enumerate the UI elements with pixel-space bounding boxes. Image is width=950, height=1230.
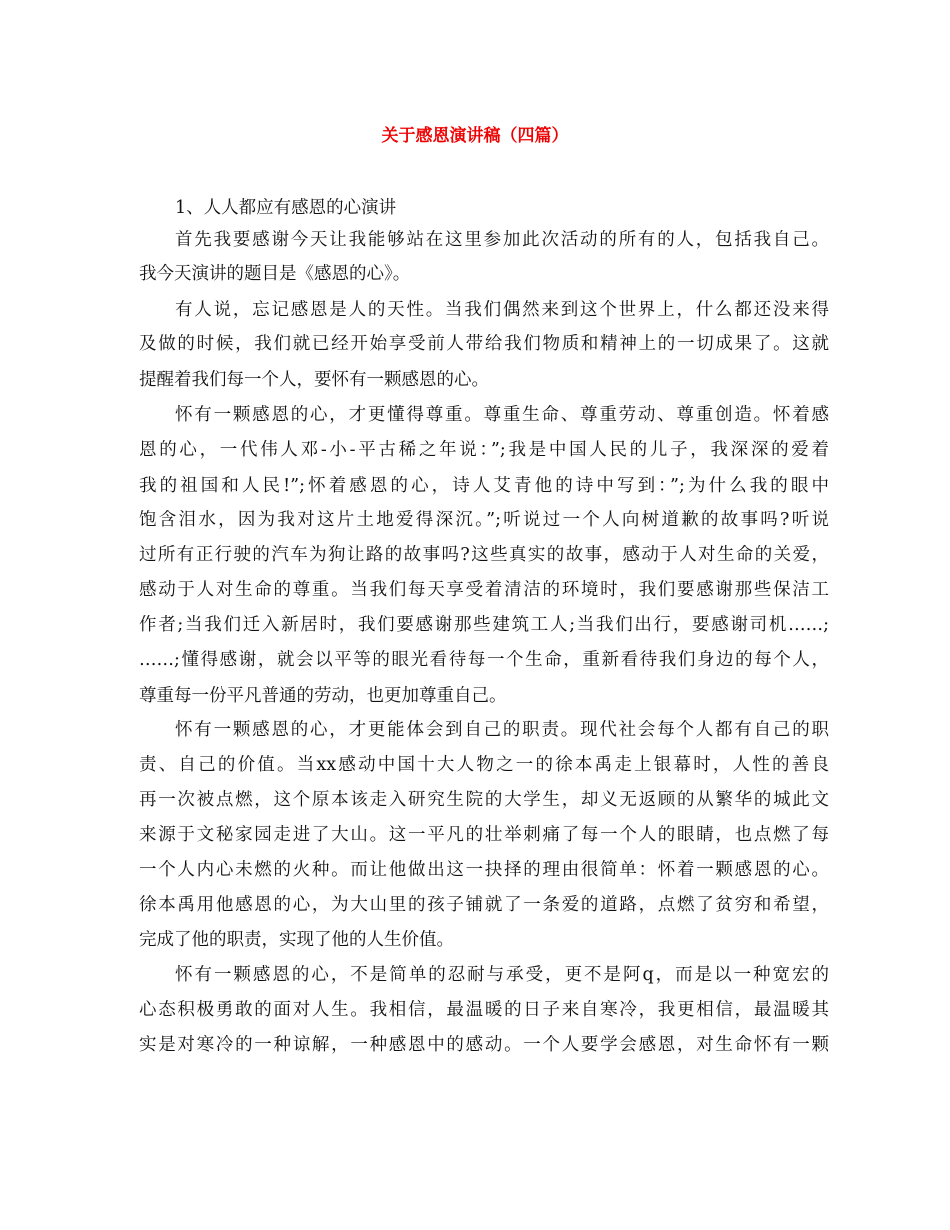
paragraph-line: 首先我要感谢今天让我能够站在这里参加此次活动的所有的人，包括我自己。 bbox=[175, 230, 829, 250]
section-heading: 1、人人都应有感恩的心演讲 bbox=[175, 198, 397, 218]
paragraph-line: 过所有正行驶的汽车为狗让路的故事吗?这些真实的故事，感动于人对生命的关爱， bbox=[139, 545, 829, 565]
paragraph-line: 饱含泪水，因为我对这片土地爱得深沉。”;听说过一个人向树道歉的故事吗?听说 bbox=[139, 510, 829, 530]
paragraph-line: 再一次被点燃，这个原本该走入研究生院的大学生，却义无返顾的从繁华的城此文 bbox=[139, 790, 829, 810]
paragraph-line: 作者;当我们迁入新居时，我们要感谢那些建筑工人;当我们出行，要感谢司机……; bbox=[139, 615, 829, 635]
paragraph-line: 感动于人对生命的尊重。当我们每天享受着清洁的环境时，我们要感谢那些保洁工 bbox=[139, 580, 829, 600]
paragraph-line: 完成了他的职责，实现了他的人生价值。 bbox=[139, 930, 454, 950]
paragraph-line: 我的祖国和人民!”;怀着感恩的心，诗人艾青他的诗中写到：”;为什么我的眼中 bbox=[139, 476, 829, 496]
paragraph-line: 怀有一颗感恩的心，才更懂得尊重。尊重生命、尊重劳动、尊重创造。怀着感 bbox=[175, 405, 829, 425]
paragraph-line: 恩的心，一代伟人邓-小-平古稀之年说：”;我是中国人民的儿子，我深深的爱着 bbox=[139, 440, 829, 460]
paragraph-line: 心态积极勇敢的面对人生。我相信，最温暖的日子来自寒冷，我更相信，最温暖其 bbox=[139, 1000, 829, 1020]
paragraph-line: 提醒着我们每一个人，要怀有一颗感恩的心。 bbox=[139, 370, 489, 390]
paragraph-line: 我今天演讲的题目是《感恩的心》。 bbox=[139, 264, 411, 284]
paragraph-line: 责、自己的价值。当xx感动中国十大人物之一的徐本禹走上银幕时，人性的善良 bbox=[139, 755, 829, 775]
paragraph-line: 徐本禹用他感恩的心，为大山里的孩子铺就了一条爱的道路，点燃了贫穷和希望， bbox=[139, 895, 829, 915]
paragraph-line: 尊重每一份平凡普通的劳动，也更加尊重自己。 bbox=[139, 686, 507, 706]
document-title: 关于感恩演讲稿（四篇） bbox=[381, 126, 569, 146]
paragraph-line: ……;懂得感谢，就会以平等的眼光看待每一个生命，重新看待我们身边的每个人， bbox=[139, 650, 829, 670]
paragraph-line: 来源于文秘家园走进了大山。这一平凡的壮举刺痛了每一个人的眼睛，也点燃了每 bbox=[139, 825, 829, 845]
paragraph-line: 有人说，忘记感恩是人的天性。当我们偶然来到这个世界上，什么都还没来得 bbox=[175, 300, 829, 320]
paragraph-line: 及做的时候，我们就已经开始享受前人带给我们物质和精神上的一切成果了。这就 bbox=[139, 334, 829, 354]
paragraph-line: 怀有一颗感恩的心，不是简单的忍耐与承受，更不是阿q，而是以一种宽宏的 bbox=[175, 965, 829, 985]
paragraph-line: 怀有一颗感恩的心，才更能体会到自己的职责。现代社会每个人都有自己的职 bbox=[175, 720, 829, 740]
paragraph-line: 一个人内心未燃的火种。而让他做出这一抉择的理由很简单：怀着一颗感恩的心。 bbox=[139, 860, 829, 880]
paragraph-line: 实是对寒冷的一种谅解，一种感恩中的感动。一个人要学会感恩，对生命怀有一颗 bbox=[139, 1035, 829, 1055]
